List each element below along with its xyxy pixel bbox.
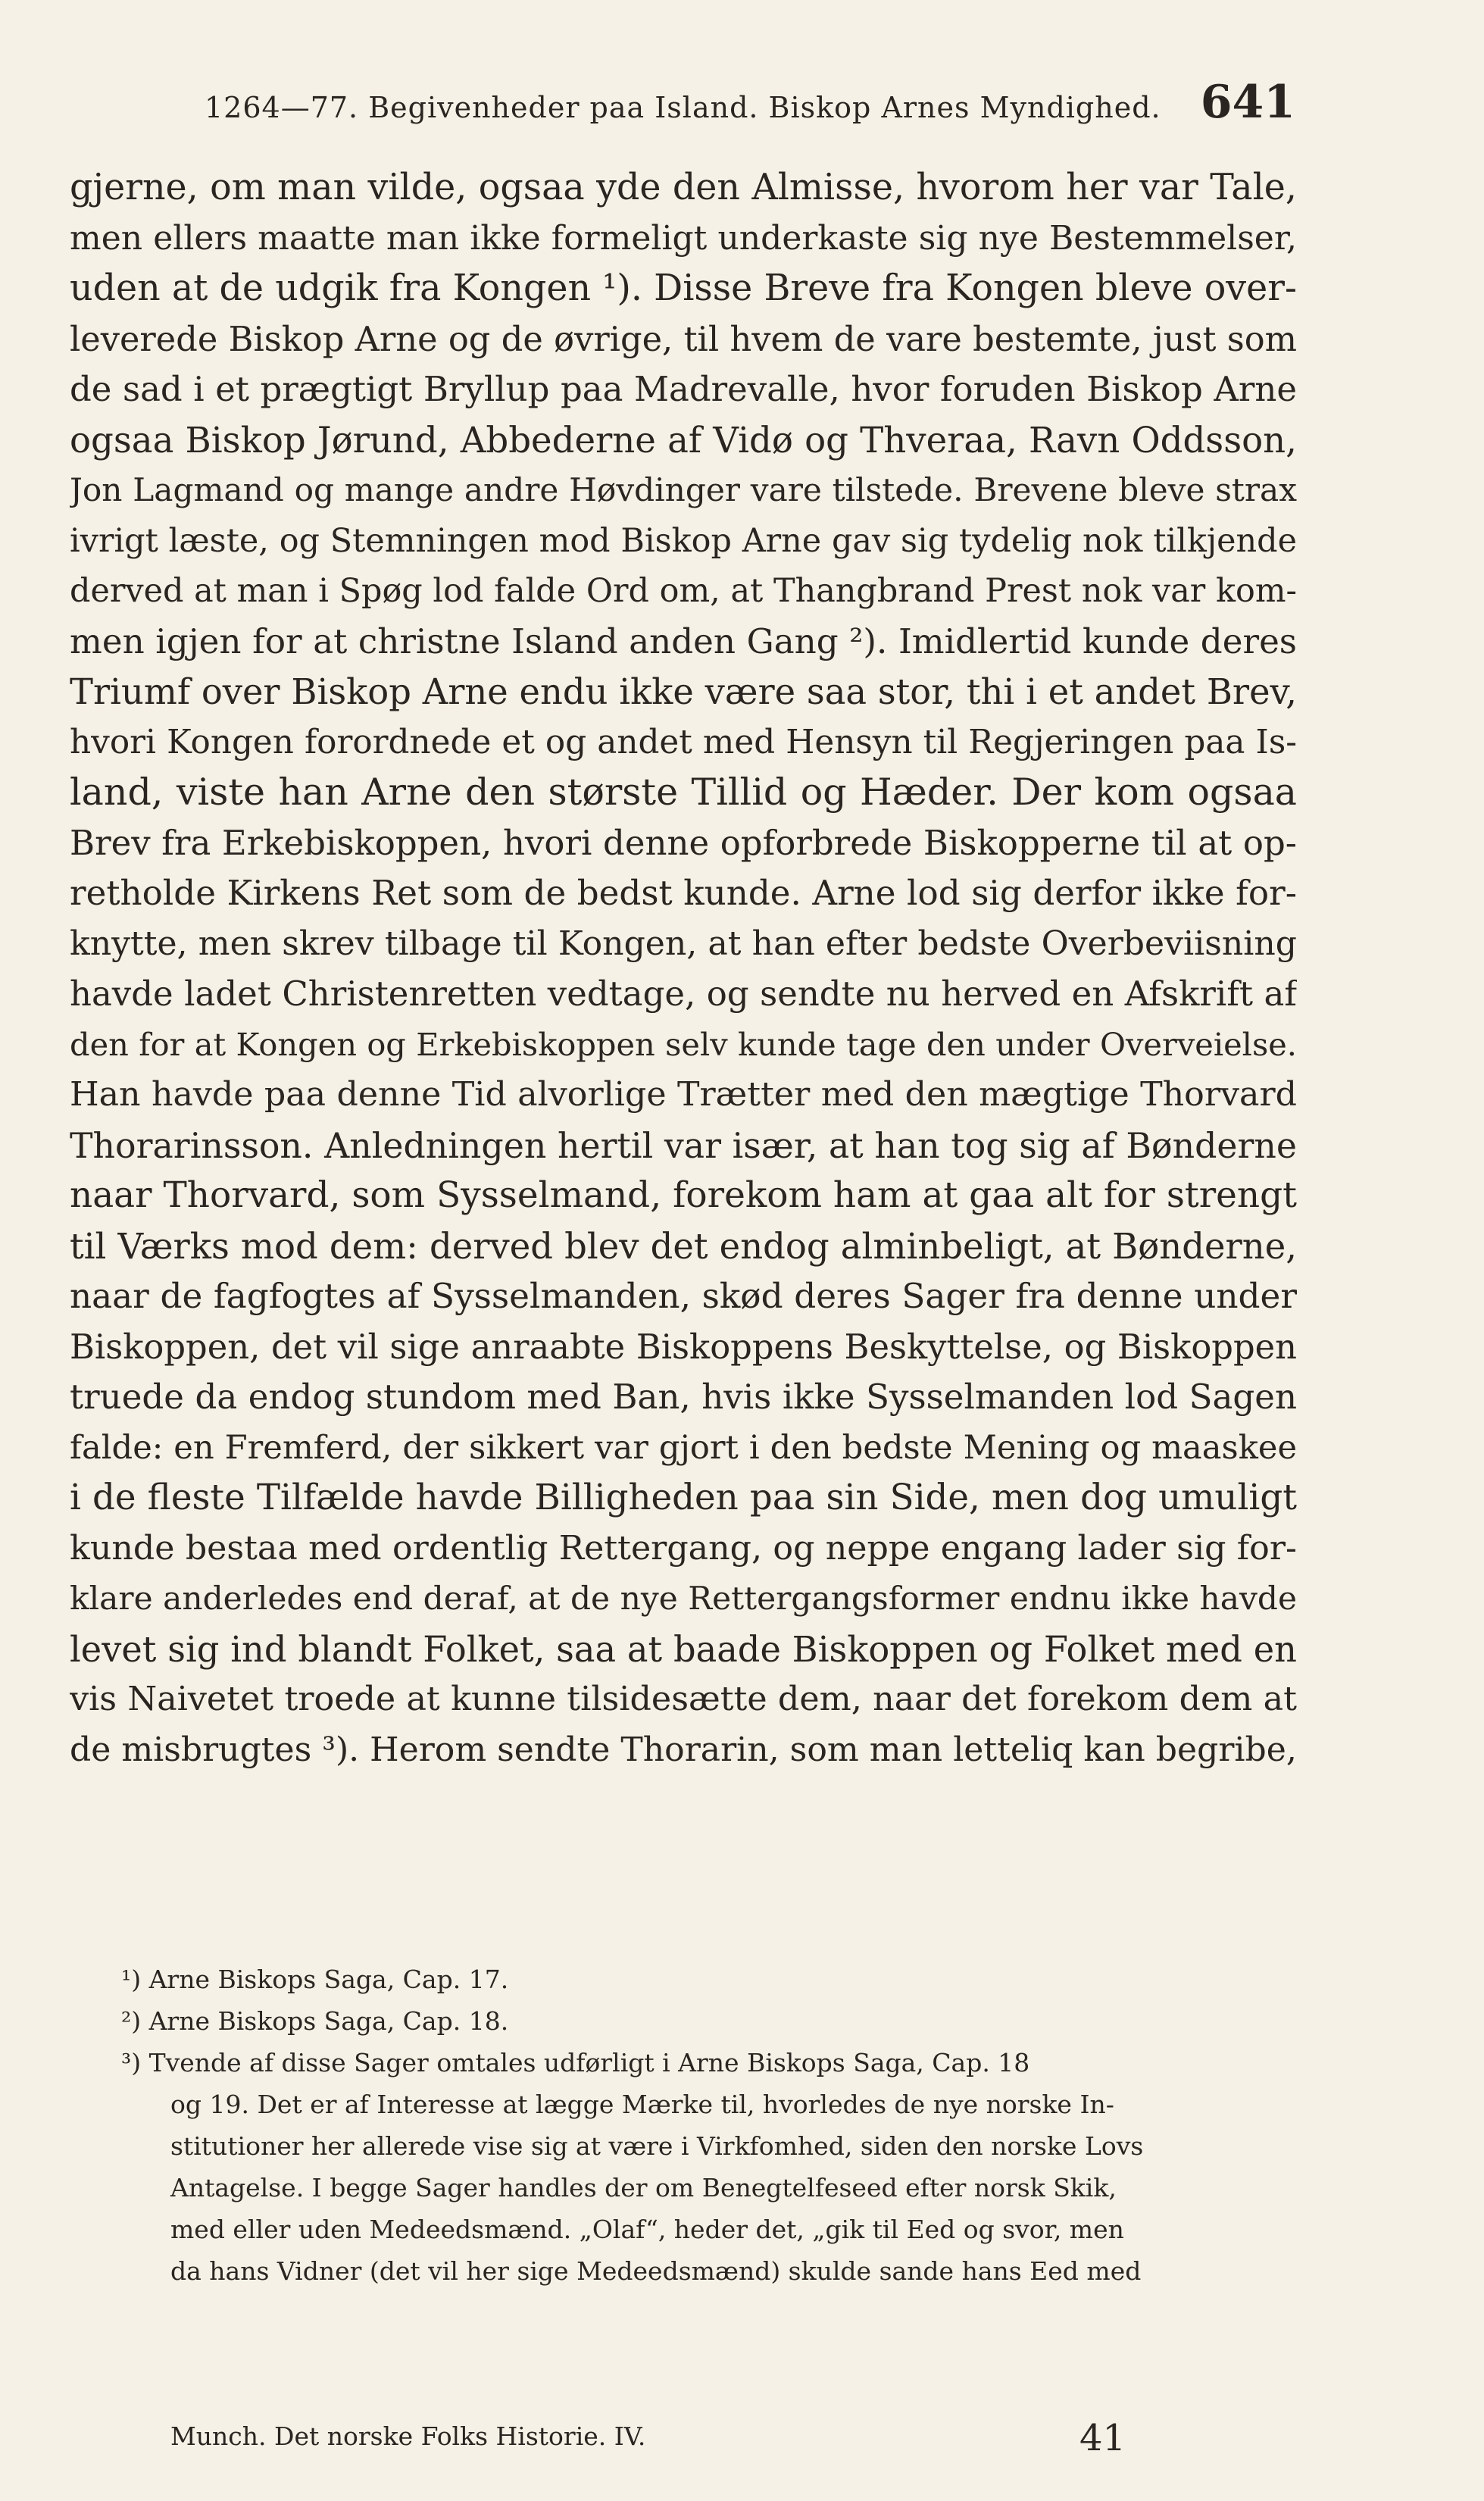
page-number: 641 [1200, 76, 1295, 129]
text-line: naar Thorvard, som Sysselmand, forekom ham at gaa alt for strengt [70, 1174, 1297, 1216]
footnotes [121, 1959, 1295, 2292]
text-line: klare anderledes end deraf, at de nye Rettergangsformer endnu ikke havde [70, 1580, 1297, 1617]
text-line: land, viste han Arne den største Tillid og Hæder. Der kom ogsaa [70, 771, 1297, 814]
footnote [121, 2042, 1295, 2292]
footnote-line: med eller uden Medeedsmænd. „Olaf“, heder det, „gik til Eed og svor, men [170, 2215, 1124, 2244]
text-line: leverede Biskop Arne og de øvrige, til hvem de vare bestemte, just som [70, 319, 1297, 359]
footnote-line: og 19. Det er af Interesse at lægge Mærke til, hvorledes de nye norske In- [170, 2090, 1114, 2119]
footnote-line: Antagelse. I begge Sager handles der om Benegtelfeseed efter norsk Skik, [170, 2173, 1117, 2202]
text-line: Triumf over Biskop Arne endu ikke være saa stor, thi i et andet Brev, [70, 671, 1297, 712]
text-line: derved at man i Spøg lod falde Ord om, at Thangbrand Prest nok var kom- [70, 572, 1297, 610]
text-line: uden at de udgik fra Kongen ¹). Disse Breve fra Kongen bleve over- [70, 267, 1297, 309]
text-line: naar de fagfogtes af Sysselmanden, skød deres Sager fra denne under [70, 1276, 1297, 1316]
signature-line [170, 2417, 1125, 2462]
text-line: hvori Kongen forordnede et og andet med Hensyn til Regjeringen paa Is- [70, 722, 1297, 761]
text-line: men igjen for at christne Island anden Gang ²). Imidlertid kunde deres [70, 621, 1297, 661]
text-line: de sad i et prægtigt Bryllup paa Madrevalle, hvor foruden Biskop Arne [70, 369, 1297, 409]
footnote-line: ²) Arne Biskops Saga, Cap. 18. [121, 2006, 509, 2036]
text-line: ogsaa Biskop Jørund, Abbederne af Vidø og Thveraa, Ravn Oddsson, [70, 419, 1297, 461]
text-line: Brev fra Erkebiskoppen, hvori denne opforbrede Biskopperne til at op- [70, 822, 1297, 863]
sheet-number: 41 [1079, 2417, 1126, 2459]
text-line: levet sig ind blandt Folket, saa at baade Biskoppen og Folket med en [70, 1628, 1297, 1670]
text-line: kunde bestaa med ordentlig Rettergang, og neppe engang lader sig for- [70, 1528, 1297, 1568]
running-title: 1264—77. Begivenheder paa Island. Biskop Arnes Myndighed. [205, 91, 1161, 124]
text-line: de misbrugtes ³). Herom sendte Thorarin, som man letteliq kan begribe, [70, 1730, 1297, 1769]
text-line: Biskoppen, det vil sige anraabte Biskoppens Beskyttelse, og Biskoppen [70, 1326, 1297, 1367]
text-line: Thorarinsson. Anledningen hertil var især, at han tog sig af Bønderne [70, 1124, 1297, 1166]
body-text [70, 163, 1297, 1775]
text-line: men ellers maatte man ikke formeligt underkaste sig nye Bestemmelser, [70, 218, 1297, 258]
text-line: den for at Kongen og Erkebiskoppen selv kunde tage den under Overveielse. [70, 1025, 1297, 1063]
text-line: retholde Kirkens Ret som de bedst kunde. Arne lod sig derfor ikke for- [70, 873, 1297, 913]
footnote-line: da hans Vidner (det vil her sige Medeedsmænd) skulde sande hans Eed med [170, 2256, 1142, 2286]
text-line: Jon Lagmand og mange andre Høvdinger vare tilstede. Brevene bleve strax [70, 471, 1297, 508]
text-line: ivrigt læste, og Stemningen mod Biskop Arne gav sig tydelig nok tilkjende [70, 521, 1297, 560]
printer-signature: Munch. Det norske Folks Historie. IV. [170, 2421, 646, 2451]
text-line: falde: en Fremferd, der sikkert var gjort i den bedste Mening og maaskee [70, 1428, 1297, 1467]
text-line: vis Naivetet troede at kunne tilsidesætte dem, naar det forekom dem at [70, 1680, 1297, 1718]
text-line: knytte, men skrev tilbage til Kongen, at han efter bedste Overbeviisning [70, 924, 1297, 963]
text-line: Han havde paa denne Tid alvorlige Trætter med den mægtige Thorvard [70, 1075, 1297, 1114]
running-header [205, 76, 1295, 144]
text-line: gjerne, om man vilde, ogsaa yde den Almisse, hvorom her var Tale, [70, 167, 1297, 208]
text-line: til Værks mod dem: derved blev det endog alminbeligt, at Bønderne, [70, 1225, 1297, 1267]
text-line: havde ladet Christenretten vedtage, og sendte nu herved en Afskrift af [70, 974, 1297, 1014]
footnote-line: ³) Tvende af disse Sager omtales udførligt i Arne Biskops Saga, Cap. 18 [121, 2048, 1030, 2077]
text-line: truede da endog stundom med Ban, hvis ikke Sysselmanden lod Sagen [70, 1377, 1297, 1417]
footnote-line: ¹) Arne Biskops Saga, Cap. 17. [121, 1965, 509, 1994]
text-line: i de fleste Tilfælde havde Billigheden paa sin Side, men dog umuligt [70, 1477, 1297, 1518]
footnote [121, 2000, 1295, 2042]
footnote-line: stitutioner her allerede vise sig at være i Virkfomhed, siden den norske Lovs [170, 2131, 1144, 2161]
footnote [121, 1959, 1295, 2000]
